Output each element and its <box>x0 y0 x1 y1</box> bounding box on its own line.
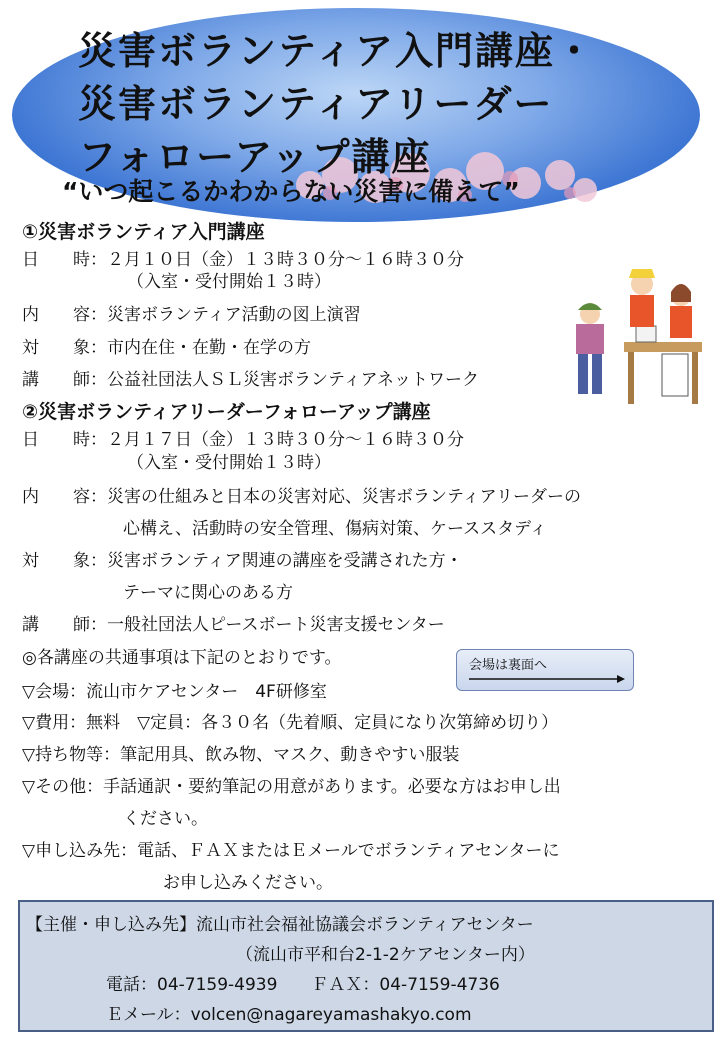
course2-date-label: 日 時： <box>22 430 107 450</box>
venue-note-label: 会場は裏面へ <box>469 658 548 673</box>
items-to-bring: ▽持ち物等：筆記用具、飲み物、マスク、動きやすい服装 <box>22 745 460 765</box>
course1-content-label: 内 容： <box>22 305 107 325</box>
course1-target-row <box>22 338 311 358</box>
course1-heading: ①災害ボランティア入門講座 <box>22 221 265 243</box>
fee-capacity: ▽費用：無料 ▽定員：各３０名（先着順、定員になり次第締め切り） <box>22 713 559 733</box>
course1-date-row <box>22 250 464 270</box>
other-line2: ください。 <box>123 809 208 829</box>
course1-content: 災害ボランティア活動の図上演習 <box>107 305 361 325</box>
email: Ｅメール：volcen@nagareyamashakyo.com <box>106 1005 472 1025</box>
course1-target-label: 対 象： <box>22 338 107 358</box>
course2-target-label: 対 象： <box>22 551 107 571</box>
organizer-address: （流山市平和台2-1-2ケアセンター内） <box>236 945 535 965</box>
course2-target-line1: 災害ボランティア関連の講座を受講された方・ <box>107 551 463 571</box>
phone-fax: 電話：04-7159-4939 ＦＡＸ：04-7159-4736 <box>106 975 500 995</box>
organizer: 【主催・申し込み先】流山市社会福祉協議会ボランティアセンター <box>26 915 534 935</box>
title-line-1: 災害ボランティア入門講座・ <box>78 29 595 73</box>
title-line-2: 災害ボランティアリーダー <box>78 82 554 126</box>
course2-target-line2: テーマに関心のある方 <box>123 583 293 603</box>
course2-heading: ②災害ボランティアリーダーフォローアップ講座 <box>22 401 431 423</box>
course1-date-label: 日 時： <box>22 250 107 270</box>
course1-date: ２月１０日（金）１３時３０分～１６時３０分 <box>107 250 464 270</box>
volunteer-reception-illustration <box>566 254 706 416</box>
other-line1: ▽その他：手話通訳・要約筆記の用意があります。必要な方はお申し出 <box>22 777 561 797</box>
venue: ▽会場：流山市ケアセンター 4F研修室 <box>22 682 327 702</box>
course1-lecturer-row <box>22 370 479 390</box>
course2-date-row <box>22 430 464 450</box>
course2-content-label: 内 容： <box>22 487 107 507</box>
right-arrow-icon <box>469 674 625 684</box>
organizer-footer-box <box>18 900 714 1032</box>
subtitle: “いつ起こるかわからない災害に備えて” <box>62 177 520 206</box>
title-line-3: フォローアップ講座 <box>78 135 432 179</box>
course1-content-row <box>22 305 361 325</box>
course2-date: ２月１７日（金）１３時３０分～１６時３０分 <box>107 430 464 450</box>
common-intro: ◎各講座の共通事項は下記のとおりです。 <box>22 648 342 668</box>
venue-note-box <box>456 649 634 691</box>
course2-content-row <box>22 487 581 507</box>
course1-lecturer-label: 講 師： <box>22 370 107 390</box>
course2-target-row <box>22 551 463 571</box>
course2-lecturer: 一般社団法人ピースボート災害支援センター <box>107 615 445 635</box>
course2-lecturer-row <box>22 615 445 635</box>
header <box>0 0 720 225</box>
course2-date-note: （入室・受付開始１３時） <box>127 453 331 473</box>
course1-date-note: （入室・受付開始１３時） <box>127 272 331 292</box>
course2-lecturer-label: 講 師： <box>22 615 107 635</box>
course1-target: 市内在住・在勤・在学の方 <box>107 338 311 358</box>
apply-line2: お申し込みください。 <box>163 873 333 893</box>
apply-line1: ▽申し込み先：電話、ＦＡＸまたはＥメールでボランティアセンターに <box>22 841 560 861</box>
course2-content-line1: 災害の仕組みと日本の災害対応、災害ボランティアリーダーの <box>107 487 581 507</box>
course2-content-line2: 心構え、活動時の安全管理、傷病対策、ケーススタディ <box>123 519 547 539</box>
course1-lecturer: 公益社団法人ＳＬ災害ボランティアネットワーク <box>107 370 479 390</box>
